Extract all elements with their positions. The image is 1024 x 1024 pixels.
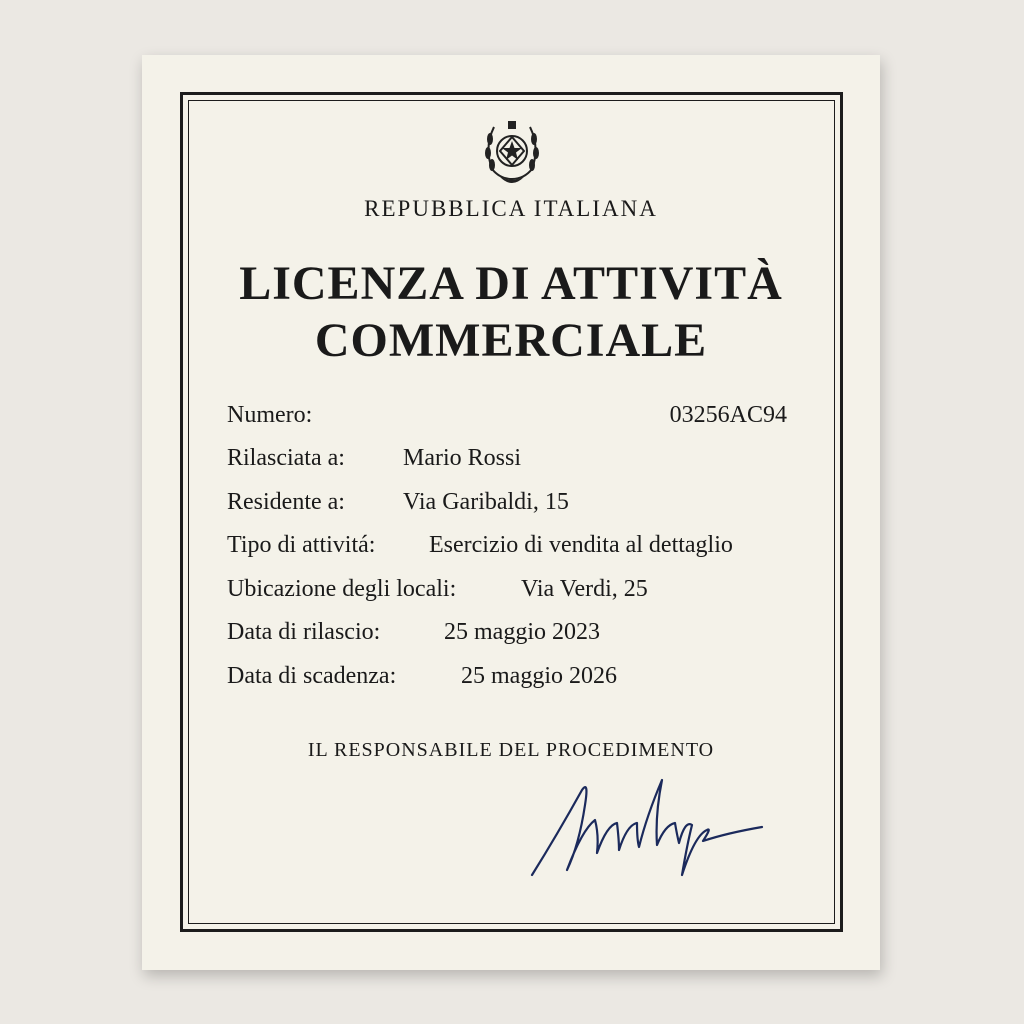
field-label: Rilasciata a: — [227, 445, 345, 471]
field-value: Esercizio di vendita al dettaglio — [429, 532, 733, 558]
field-number — [227, 402, 787, 432]
field-value: 25 maggio 2023 — [444, 619, 600, 645]
field-value: Via Verdi, 25 — [521, 576, 648, 602]
field-label: Numero: — [227, 402, 313, 428]
italian-republic-emblem-icon — [480, 117, 544, 189]
field-value: Mario Rossi — [403, 445, 522, 471]
field-value: 03256AC94 — [669, 402, 787, 428]
license-document — [142, 55, 880, 970]
field-label: Residente a: — [227, 489, 345, 515]
document-title-line1: LICENZA DI ATTIVITÀ — [239, 257, 783, 310]
field-label: Data di scadenza: — [227, 663, 397, 689]
field-value: Via Garibaldi, 15 — [403, 489, 569, 515]
handwritten-signature — [527, 775, 767, 885]
field-value: 25 maggio 2026 — [461, 663, 617, 689]
field-label: Data di rilascio: — [227, 619, 381, 645]
field-label: Tipo di attivitá: — [227, 532, 376, 558]
document-title-line2: COMMERCIALE — [314, 314, 708, 367]
field-label: Ubicazione degli locali: — [227, 576, 457, 602]
signatory-title: IL RESPONSABILE DEL PROCEDIMENTO — [307, 739, 715, 761]
issuer-heading: REPUBBLICA ITALIANA — [364, 196, 658, 221]
